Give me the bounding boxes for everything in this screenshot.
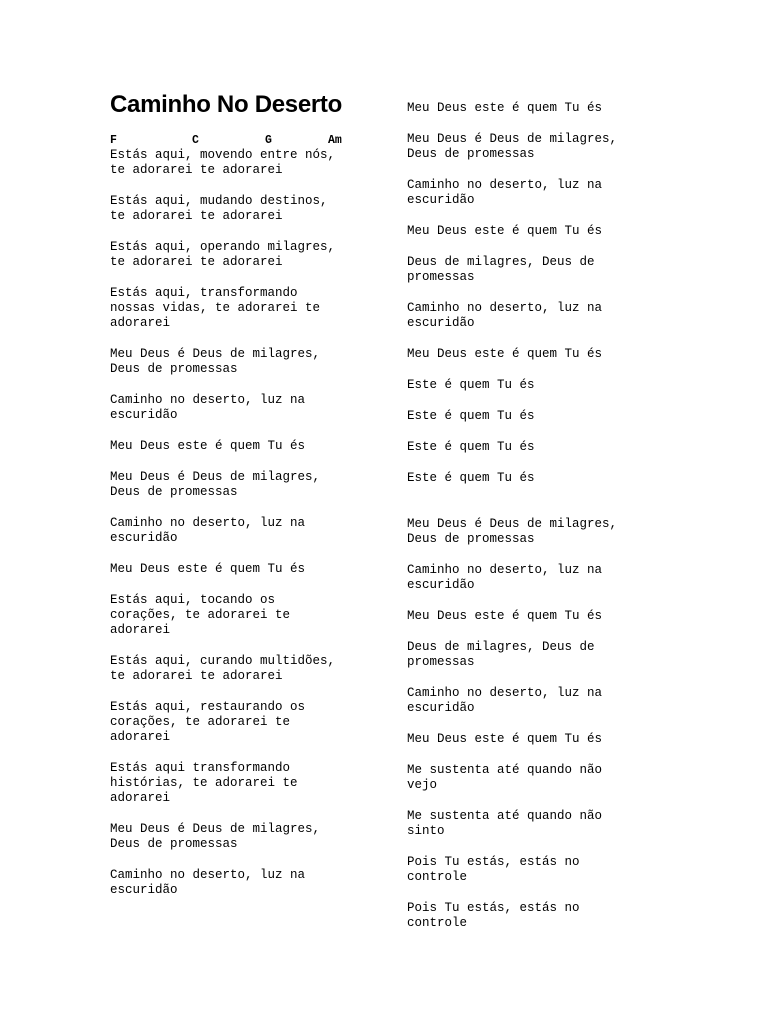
lyric-stanza — [407, 224, 707, 239]
lyric-stanza — [110, 654, 370, 684]
lyric-line: escuridão — [110, 531, 178, 545]
lyric-stanza — [407, 855, 707, 885]
lyric-stanza — [110, 439, 370, 454]
lyric-line: Meu Deus este é quem Tu és — [407, 101, 603, 115]
lyric-line: corações, te adorarei te — [110, 608, 291, 622]
lyric-line: escuridão — [110, 408, 178, 422]
lyric-line: Caminho no deserto, luz na — [110, 516, 306, 530]
lyric-line: Caminho no deserto, luz na — [110, 868, 306, 882]
lyric-line: Caminho no deserto, luz na — [407, 301, 603, 315]
lyric-line: adorarei — [110, 791, 171, 805]
lyric-stanza — [110, 562, 370, 577]
lyric-stanza — [110, 148, 370, 178]
lyric-line: Meu Deus é Deus de milagres, — [407, 132, 618, 146]
lyric-stanza — [407, 255, 707, 285]
lyric-line: Pois Tu estás, estás no — [407, 855, 580, 869]
lyric-stanza — [110, 593, 370, 638]
lyric-line: Estás aqui, curando multidões, — [110, 654, 336, 668]
lyric-stanza — [110, 347, 370, 377]
lyric-line: te adorarei te adorarei — [110, 255, 283, 269]
lyric-stanza — [110, 240, 370, 270]
lyric-stanza — [110, 516, 370, 546]
lyric-line: Me sustenta até quando não — [407, 763, 603, 777]
lyric-line: Deus de milagres, Deus de — [407, 255, 595, 269]
lyric-line: Me sustenta até quando não — [407, 809, 603, 823]
lyric-stanza — [407, 732, 707, 747]
lyric-stanza — [407, 101, 707, 116]
lyric-line: Meu Deus este é quem Tu és — [110, 439, 306, 453]
lyric-line: nossas vidas, te adorarei te — [110, 301, 321, 315]
lyric-stanza — [407, 517, 707, 547]
lyric-line: Caminho no deserto, luz na — [407, 563, 603, 577]
lyric-stanza — [407, 901, 707, 931]
lyric-line: Meu Deus é Deus de milagres, — [110, 822, 321, 836]
lyric-stanza — [110, 470, 370, 500]
lyrics-column-right — [407, 101, 707, 947]
lyric-line: Estás aqui, mudando destinos, — [110, 194, 328, 208]
lyric-line: corações, te adorarei te — [110, 715, 291, 729]
lyric-line: Meu Deus este é quem Tu és — [407, 732, 603, 746]
lyric-stanza — [407, 132, 707, 162]
lyric-stanza — [110, 822, 370, 852]
lyric-line: Estás aqui, restaurando os — [110, 700, 306, 714]
lyric-stanza — [110, 393, 370, 423]
lyric-line: Deus de promessas — [407, 532, 535, 546]
lyric-stanza — [407, 378, 707, 393]
lyric-line: controle — [407, 870, 468, 884]
lyric-line: te adorarei te adorarei — [110, 209, 283, 223]
lyric-stanza — [407, 301, 707, 331]
lyric-line: Estás aqui, transformando — [110, 286, 298, 300]
lyric-stanza — [407, 471, 707, 486]
lyric-line: escuridão — [110, 883, 178, 897]
lyric-stanza — [407, 440, 707, 455]
lyric-line: Caminho no deserto, luz na — [407, 686, 603, 700]
lyric-line: te adorarei te adorarei — [110, 669, 283, 683]
lyric-line: promessas — [407, 655, 475, 669]
chord-line — [110, 133, 350, 148]
lyric-stanza — [407, 640, 707, 670]
lyric-stanza — [407, 763, 707, 793]
lyric-stanza — [407, 347, 707, 362]
lyric-line: histórias, te adorarei te — [110, 776, 298, 790]
chord: Am — [328, 134, 342, 147]
lyric-line: Estás aqui, movendo entre nós, — [110, 148, 336, 162]
lyric-line: Deus de promessas — [110, 485, 238, 499]
lyric-line: adorarei — [110, 623, 171, 637]
lyric-line: Meu Deus é Deus de milagres, — [110, 347, 321, 361]
lyric-line: Estás aqui transformando — [110, 761, 291, 775]
lyric-line: vejo — [407, 778, 438, 792]
lyric-line: Este é quem Tu és — [407, 471, 535, 485]
lyric-line: Caminho no deserto, luz na — [110, 393, 306, 407]
lyric-stanza — [407, 178, 707, 208]
lyric-line: sinto — [407, 824, 445, 838]
lyric-line: Deus de milagres, Deus de — [407, 640, 595, 654]
lyric-stanza — [407, 686, 707, 716]
lyric-line: promessas — [407, 270, 475, 284]
lyric-stanza — [110, 286, 370, 331]
lyric-stanza — [110, 868, 370, 898]
lyric-stanza — [407, 409, 707, 424]
page-title: Caminho No Deserto — [110, 91, 342, 118]
lyric-line: Pois Tu estás, estás no — [407, 901, 580, 915]
lyric-line: escuridão — [407, 193, 475, 207]
lyric-stanza — [407, 563, 707, 593]
lyric-line: Deus de promessas — [110, 837, 238, 851]
lyric-stanza — [407, 809, 707, 839]
lyric-stanza — [110, 194, 370, 224]
lyric-line: Este é quem Tu és — [407, 409, 535, 423]
lyric-line: Meu Deus é Deus de milagres, — [407, 517, 618, 531]
lyric-line: escuridão — [407, 701, 475, 715]
lyric-line: Este é quem Tu és — [407, 378, 535, 392]
lyric-stanza — [407, 609, 707, 624]
lyric-line: Meu Deus este é quem Tu és — [110, 562, 306, 576]
lyric-line: Estás aqui, operando milagres, — [110, 240, 336, 254]
chord: F — [110, 134, 117, 147]
lyric-line: Deus de promessas — [110, 362, 238, 376]
lyric-line: Meu Deus é Deus de milagres, — [110, 470, 321, 484]
lyric-line: Caminho no deserto, luz na — [407, 178, 603, 192]
lyric-line: escuridão — [407, 578, 475, 592]
chord: C — [192, 134, 199, 147]
lyric-line: adorarei — [110, 730, 171, 744]
lyric-line: Meu Deus este é quem Tu és — [407, 224, 603, 238]
lyric-line: Este é quem Tu és — [407, 440, 535, 454]
lyric-line: te adorarei te adorarei — [110, 163, 283, 177]
lyric-stanza — [110, 761, 370, 806]
chord: G — [265, 134, 272, 147]
lyric-line: escuridão — [407, 316, 475, 330]
lyric-line: controle — [407, 916, 468, 930]
lyric-stanza — [110, 700, 370, 745]
lyric-line: Estás aqui, tocando os — [110, 593, 276, 607]
lyric-line: adorarei — [110, 316, 171, 330]
lyric-line: Meu Deus este é quem Tu és — [407, 347, 603, 361]
lyric-line: Meu Deus este é quem Tu és — [407, 609, 603, 623]
lyric-line: Deus de promessas — [407, 147, 535, 161]
lyrics-column-left — [110, 148, 370, 914]
